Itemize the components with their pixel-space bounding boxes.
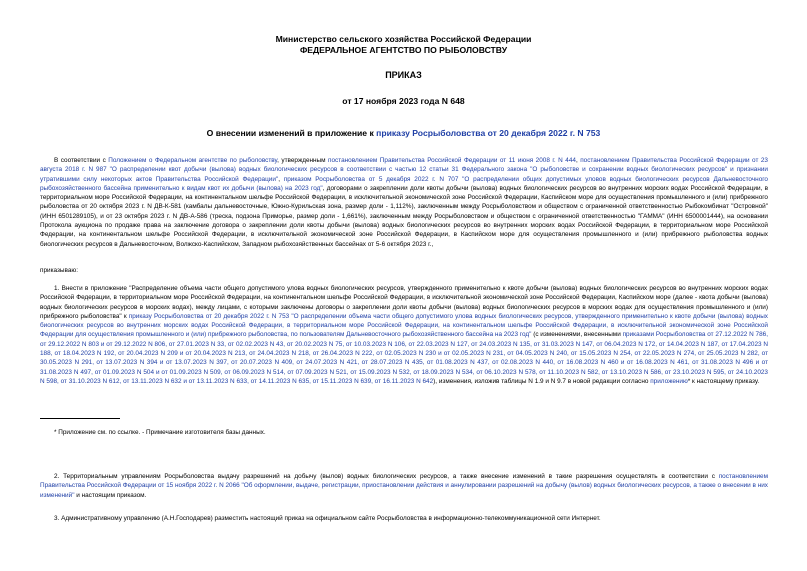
item-3-paragraph: 3. Административному управлению (А.Н.Господарев) разместить настоящий приказ на официальном сайте Росрыболовства в информационно-телекоммуникационной сети Интернет. xyxy=(54,515,601,522)
footnote-divider xyxy=(40,418,120,419)
ministry-name: Министерство сельского хозяйства Российской Федерации xyxy=(275,34,532,44)
order-date-number: от 17 ноября 2023 года N 648 xyxy=(342,96,465,106)
item-2-paragraph: 2. Территориальным управлениям Росрыболовства выдачу разрешений на добычу (вылов) водных биологических ресурсов, а также внесение изменений в такие разрешения осуществлять в соответствии с постановлением Правительства Российской Федерации от 15 ноября 2022 г. N 2066 "Об оформлении, выдаче, регистрации, приостановлении действия и аннулировании разрешений на добычу (вылов) водных биологических ресурсов, а также о внесении в них изменений" и настоящим приказом. xyxy=(40,473,768,499)
command-word: приказываю: xyxy=(40,267,78,274)
government-resolution-444-link[interactable]: постановлением Правительства Российской Федерации от 11 июня 2008 г. N 444 xyxy=(328,157,576,164)
document-header xyxy=(0,34,807,56)
agency-regulation-link[interactable]: Положением о Федеральном агентстве по рыболовству xyxy=(108,157,278,164)
subject-order-link[interactable]: приказу Росрыболовства от 20 декабря 2022 г. N 753 xyxy=(376,128,601,138)
agency-name: ФЕДЕРАЛЬНОЕ АГЕНТСТВО ПО РЫБОЛОВСТВУ xyxy=(299,45,508,55)
order-753-link[interactable]: приказу Росрыболовства от 20 декабря 2022 г. N 753 "О распределении объема части общего допустимого улова водных биологических ресурсов, утвержденного применительно к квоте добычи (вылова) водных биологических ресурсов во внутренних морских водах Российской Федерации, в территориальном море Российской Федерации, на континентальном шельфе Российской Федерации, в исключительной экономической зоне Российской Федерации для осуществления промышленного и (или) прибрежного рыболовства, по пользователям Дальневосточного рыбохозяйственного бассейна на 2023 год" xyxy=(40,312,768,339)
appendix-link[interactable]: приложению xyxy=(650,377,688,385)
order-subject xyxy=(0,128,807,138)
footnote: * Приложение см. по ссылке. - Примечание изготовителя базы данных. xyxy=(54,429,266,436)
subject-prefix: О внесении изменений в приложение к xyxy=(206,128,377,138)
preamble-paragraph: В соответствии с Положением о Федеральном агентстве по рыболовству, утвержденным постановлением Правительства Российской Федерации от 11 июня 2008 г. N 444, постановлением Правительства Российской Федерации от 23 августа 2018 г. N 987 "О распределении квот добычи (вылова) водных биологических ресурсов в соответствии с частью 12 статьи 31 Федерального закона "О рыболовстве и сохранении водных биологических ресурсов" и признании утратившими силу некоторых актов Правительства Российской Федерации", приказом Росрыболовства от 5 декабря 2022 г. N 707 "О распределении общих допустимых уловов водных биологических ресурсов Дальневосточного рыбохозяйственного бассейна применительно к видам квот их добычи (вылова) на 2023 год", договорами о закреплении доли квоты добычи (вылова) водных биологических ресурсов во внутренних морских водах Российской Федерации, в территориальном море Российской Федерации, на континентальном шельфе Российской Федерации, в исключительной экономической зоне Российской Федерации, Каспийском море для осуществления промышленного и (или) прибрежного рыболовства от 20 октября 2023 г. N ДВ-К-581 (камбалы дальневосточные, Южно-Курильская зона, размер доли - 1,112%), заключенным между Росрыболовством и обществом с ограниченной ответственностью Рыбокомбинат "Островной" (ИНН 6501289105), и от 23 октября 2023 г. N ДВ-А-586 (треска, подзона Приморье, размер доли - 1,661%), заключенным между Росрыболовством и обществом с ограниченной ответственностью "ГАММА" (ИНН 6500001444), на основании Протокола аукциона по продаже права на заключение договора о закреплении доли квоты добычи (вылова) водных биологических ресурсов во внутренних морских водах Российской Федерации, в территориальном море Российской Федерации, на континентальном шельфе Российской Федерации, в исключительной экономической зоне Российской Федерации, в Каспийском море для осуществления промышленного и (или) прибрежного рыболовства водных биологических ресурсов в Дальневосточном, Волжско-Каспийском, Западном рыбохозяйственных бассейнах от 5-6 октября 2023 г., xyxy=(40,157,769,248)
order-title: ПРИКАЗ xyxy=(385,70,422,80)
government-resolution-2066-link[interactable]: постановлением Правительства Российской Федерации от 15 ноября 2022 г. N 2066 "Об оформлении, выдаче, регистрации, приостановлении действия и аннулировании разрешений на добычу (вылов) водных биологических ресурсов, а также о внесении в них изменений" xyxy=(40,473,768,499)
amending-orders-link[interactable]: приказами Росрыболовства от 27.12.2022 N 786, от 29.12.2022 N 803 и от 29.12.2022 N 806, от 27.01.2023 N 33, от 02.02.2023 N 43, от 20.02.2023 N 75, от 10.03.2023 N 106, от 22.03.2023 N 127, от 24.03.2023 N 135, от 31.03.2023 N 147, от 06.04.2023 N 172, от 14.04.2023 N 187, от 17.04.2023 N 188, от 18.04.2023 N 192, от 20.04.2023 N 209 и от 20.04.2023 N 213, от 24.04.2023 N 218, от 26.04.2023 N 222, от 02.05.2023 N 230 и от 02.05.2023 N 231, от 04.05.2023 N 240, от 15.05.2023 N 254, от 22.05.2023 N 274, от 25.05.2023 N 282, от 30.05.2023 N 291, от 13.07.2023 N 394 и от 13.07.2023 N 397, от 20.07.2023 N 409, от 24.07.2023 N 421, от 28.07.2023 N 435, от 01.08.2023 N 437, от 02.08.2023 N 440, от 16.08.2023 N 460 и от 16.08.2023 N 461, от 31.08.2023 N 496 и от 31.08.2023 N 497, от 01.09.2023 N 504 и от 01.09.2023 N 509, от 06.09.2023 N 514, от 07.09.2023 N 521, от 15.09.2023 N 532, от 18.09.2023 N 534, от 06.10.2023 N 578, от 11.10.2023 N 582, от 13.10.2023 N 586, от 23.10.2023 N 595, от 24.10.2023 N 598, от 31.10.2023 N 612, от 13.11.2023 N 632 и от 13.11.2023 N 633, от 14.11.2023 N 635, от 15.11.2023 N 639, от 16.11.2023 N 642 xyxy=(40,331,768,385)
item-1-paragraph: 1. Внести в приложение "Распределение объема части общего допустимого улова водных биологических ресурсов, утвержденного применительно к квоте добычи (вылова) водных биологических ресурсов во внутренних морских водах Российской Федерации, в территориальном море Российской Федерации, на континентальном шельфе Российской Федерации, в исключительной экономической зоне Российской Федерации, Каспийском море (далее - квота добычи (вылова) водных биологических ресурсов в морских водах), между лицами, с которыми заключены договоры о закреплении доли квоты добычи (вылова) водных биологических ресурсов в морских водах для осуществления промышленного и (или) прибрежного рыболовства" к приказу Росрыболовства от 20 декабря 2022 г. N 753 "О распределении объема части общего допустимого улова водных биологических ресурсов, утвержденного применительно к квоте добычи (вылова) водных биологических ресурсов во внутренних морских водах Российской Федерации, в территориальном море Российской Федерации, на континентальном шельфе Российской Федерации, в исключительной экономической зоне Российской Федерации для осуществления промышленного и (или) прибрежного рыболовства, по пользователям Дальневосточного рыбохозяйственного бассейна на 2023 год" (с изменениями, внесенными приказами Росрыболовства от 27.12.2022 N 786, от 29.12.2022 N 803 и от 29.12.2022 N 806, от 27.01.2023 N 33, от 02.02.2023 N 43, от 20.02.2023 N 75, от 10.03.2023 N 106, от 22.03.2023 N 127, от 24.03.2023 N 135, от 31.03.2023 N 147, от 06.04.2023 N 172, от 14.04.2023 N 187, от 17.04.2023 N 188, от 18.04.2023 N 192, от 20.04.2023 N 209 и от 20.04.2023 N 213, от 24.04.2023 N 218, от 26.04.2023 N 222, от 02.05.2023 N 230 и от 02.05.2023 N 231, от 04.05.2023 N 240, от 15.05.2023 N 254, от 22.05.2023 N 274, от 25.05.2023 N 282, от 30.05.2023 N 291, от 13.07.2023 N 394 и от 13.07.2023 N 397, от 20.07.2023 N 409, от 24.07.2023 N 421, от 28.07.2023 N 435, от 01.08.2023 N 437, от 02.08.2023 N 440, от 16.08.2023 N 460 и от 16.08.2023 N 461, от 31.08.2023 N 496 и от 31.08.2023 N 497, от 01.09.2023 N 504 и от 01.09.2023 N 509, от 06.09.2023 N 514, от 07.09.2023 N 521, от 15.09.2023 N 532, от 18.09.2023 N 534, от 06.10.2023 N 578, от 11.10.2023 N 582, от 13.10.2023 N 586, от 23.10.2023 N 595, от 24.10.2023 N 598, от 31.10.2023 N 612, от 13.11.2023 N 632 и от 13.11.2023 N 633, от 14.11.2023 N 635, от 15.11.2023 N 639, от 16.11.2023 N 642), изменения, изложив таблицы N 1.9 и N 9.7 в новой редакции согласно приложению* к настоящему приказу. xyxy=(40,285,768,385)
order-707-link[interactable]: приказом Росрыболовства от 5 декабря 2022 г. N 707 "О распределении общих допустимых уловов водных биологических ресурсов Дальневосточного рыбохозяйственного бассейна применительно к видам квот их добычи (вылова) на 2023 год" xyxy=(40,175,768,192)
government-resolution-987-link[interactable]: постановлением Правительства Российской Федерации от 23 августа 2018 г. N 987 "О распределении квот добычи (вылова) водных биологических ресурсов в соответствии с частью 12 статьи 31 Федерального закона "О рыболовстве и сохранении водных биологических ресурсов" и признании утратившими силу некоторых актов Правительства Российской Федерации" xyxy=(40,157,768,183)
